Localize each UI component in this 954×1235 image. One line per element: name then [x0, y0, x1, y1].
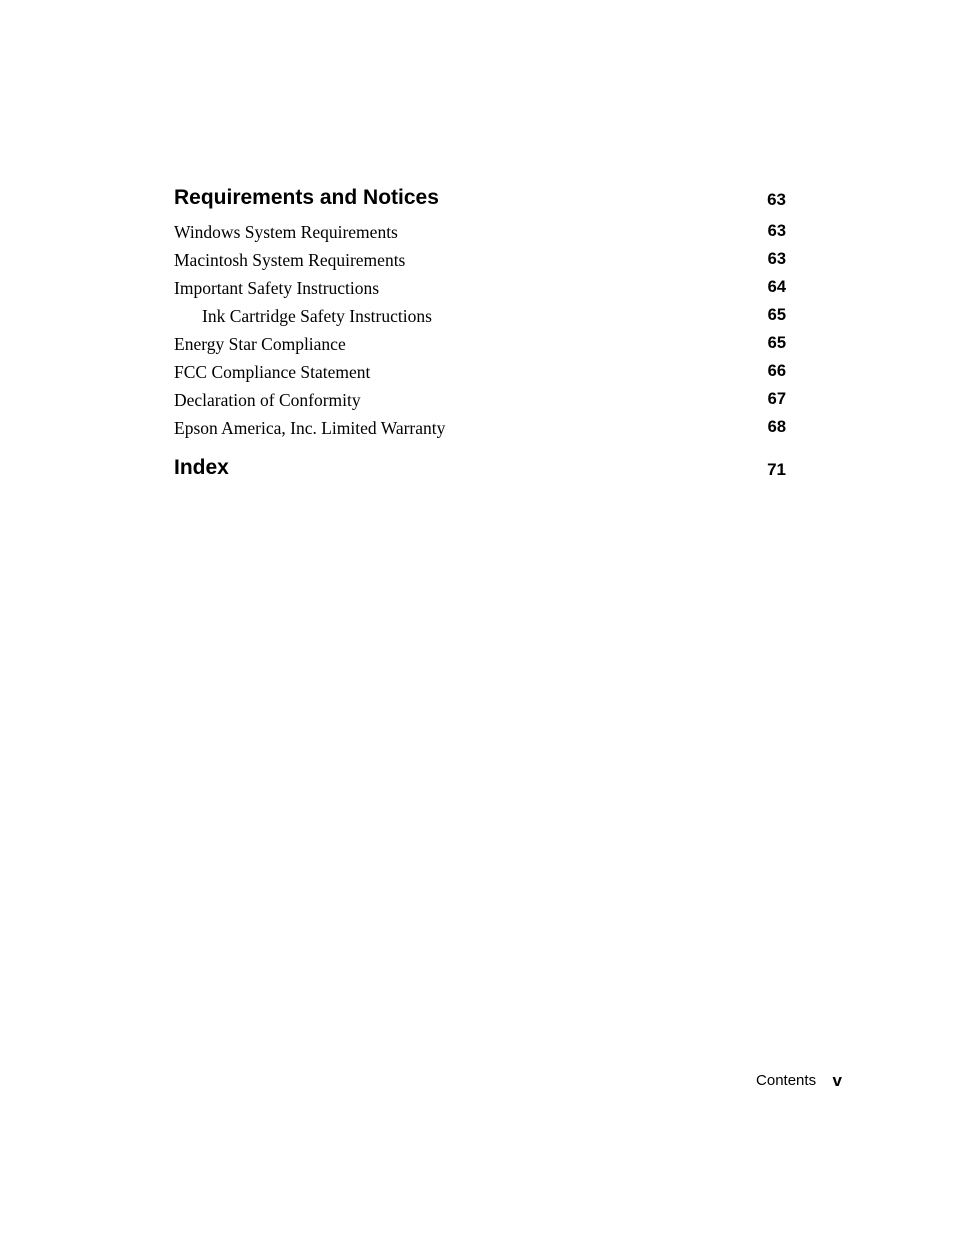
- toc-entry-page: 63: [767, 250, 786, 268]
- toc-entry-title: Energy Star Compliance: [174, 334, 346, 354]
- toc-entry-page: 66: [767, 362, 786, 380]
- page-footer: [756, 1070, 842, 1092]
- toc-entry-title: Ink Cartridge Safety Instructions: [202, 306, 432, 326]
- toc-entry-list: [174, 218, 786, 442]
- toc-section-requirements-and-notices[interactable]: [174, 184, 786, 214]
- toc-section-index[interactable]: [174, 454, 786, 484]
- toc-entry-title: Macintosh System Requirements: [174, 250, 406, 270]
- toc-entry-macintosh-system-requirements[interactable]: [174, 246, 786, 274]
- toc-entry-title: Epson America, Inc. Limited Warranty: [174, 418, 446, 438]
- toc-entry-title: Declaration of Conformity: [174, 390, 361, 410]
- footer-label: Contents: [756, 1072, 817, 1089]
- toc-entry-energy-star-compliance[interactable]: [174, 330, 786, 358]
- toc-entry-page: 64: [767, 278, 786, 296]
- toc-entry-page: 63: [767, 222, 786, 240]
- toc-entry-page: 65: [767, 306, 786, 324]
- toc-entry-title: Important Safety Instructions: [174, 278, 380, 298]
- toc-entry-declaration-of-conformity[interactable]: [174, 386, 786, 414]
- toc-entry-fcc-compliance-statement[interactable]: [174, 358, 786, 386]
- toc-entry-limited-warranty[interactable]: [174, 414, 786, 442]
- toc-entry-windows-system-requirements[interactable]: [174, 218, 786, 246]
- toc-entry-page: 65: [767, 334, 786, 352]
- page-folio: v: [832, 1071, 842, 1090]
- toc-entry-page: 68: [767, 418, 786, 436]
- toc-entry-title: Windows System Requirements: [174, 222, 398, 242]
- toc-entry-ink-cartridge-safety-instructions[interactable]: [174, 302, 786, 330]
- toc-entry-important-safety-instructions[interactable]: [174, 274, 786, 302]
- section-title: Requirements and Notices: [174, 186, 439, 209]
- index-title: Index: [174, 456, 229, 479]
- index-page-number: 71: [767, 460, 786, 479]
- section-page-number: 63: [767, 190, 786, 209]
- toc-entry-page: 67: [767, 390, 786, 408]
- toc-entry-title: FCC Compliance Statement: [174, 362, 371, 382]
- table-of-contents: [174, 184, 786, 484]
